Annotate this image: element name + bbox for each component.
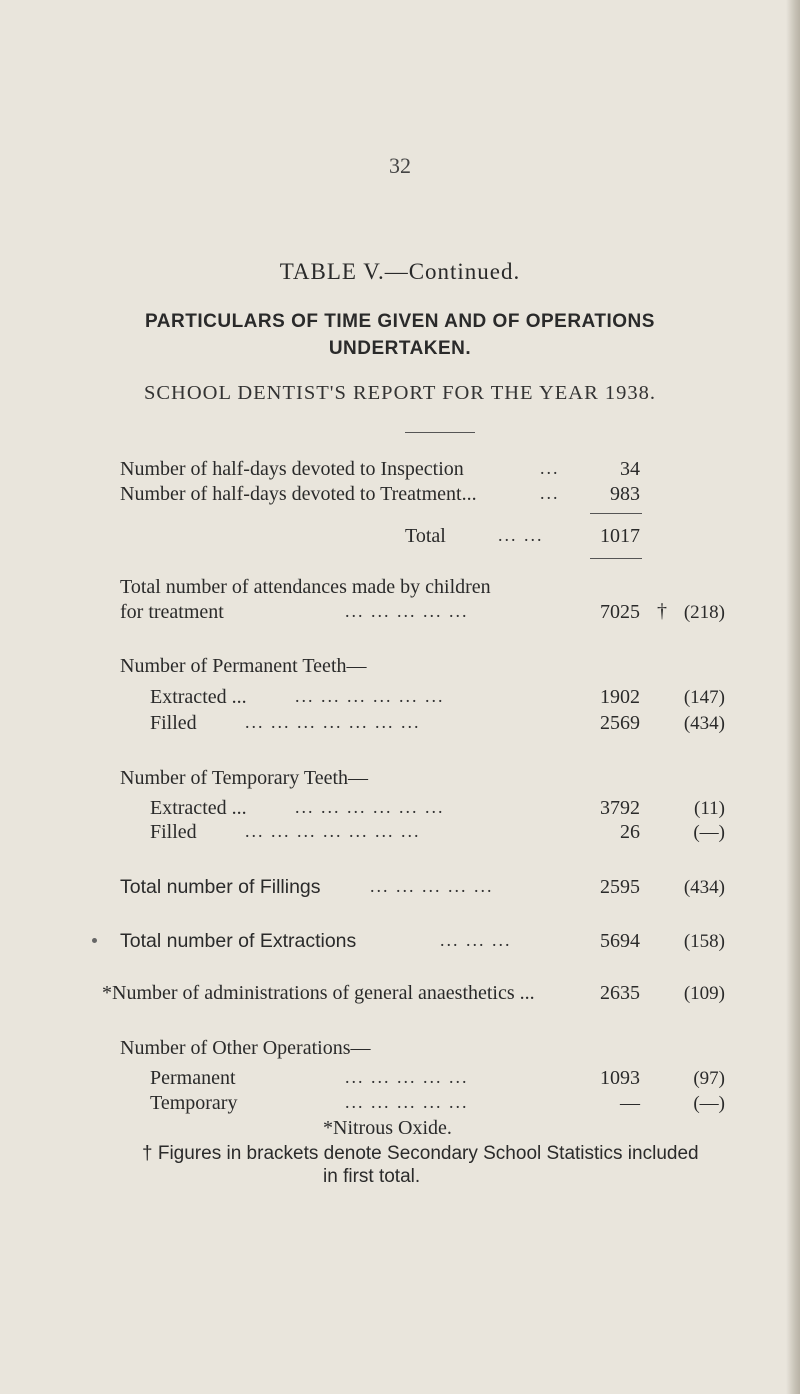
- attendances-bracket: (218): [683, 602, 725, 623]
- temporary-extracted-label: Extracted ...: [150, 797, 247, 819]
- report-heading: SCHOOL DENTIST'S REPORT FOR THE YEAR 1938.: [143, 382, 657, 404]
- leader-dots: ... ... ... ... ...: [370, 876, 494, 896]
- attendances-label-line-1: Total number of attendances made by children: [120, 576, 491, 598]
- other-temporary-label: Temporary: [150, 1092, 238, 1114]
- permanent-filled-label: Filled: [150, 712, 197, 734]
- anaesthetics-label: *Number of administrations of general anaesthetics ...: [102, 982, 535, 1004]
- temporary-extracted-value: 3792: [600, 797, 640, 819]
- permanent-extracted-bracket: (147): [683, 687, 725, 708]
- sum-rule-bottom: [590, 558, 642, 559]
- page-speck: [92, 938, 97, 943]
- temporary-filled-value: 26: [620, 821, 640, 843]
- other-permanent-value: 1093: [600, 1067, 640, 1089]
- extractions-total-bracket: (158): [683, 931, 725, 952]
- fillings-total-value: 2595: [600, 876, 640, 898]
- leader-dots: ... ...: [498, 525, 544, 545]
- temporary-extracted-bracket: (11): [694, 798, 725, 819]
- subtitle-line-2: UNDERTAKEN.: [328, 338, 472, 359]
- dagger-mark: †: [657, 600, 667, 622]
- half-days-inspection-label: Number of half-days devoted to Inspection: [120, 458, 464, 480]
- leader-dots: ... ... ... ... ... ... ...: [245, 712, 421, 732]
- subtitle-line-1: PARTICULARS OF TIME GIVEN AND OF OPERATIONS: [145, 311, 655, 332]
- temporary-filled-label: Filled: [150, 821, 197, 843]
- half-days-treatment-label: Number of half-days devoted to Treatment...: [120, 483, 477, 505]
- leader-dots: ... ... ... ... ... ... ...: [245, 821, 421, 841]
- fillings-total-label: Total number of Fillings: [120, 876, 321, 898]
- footnote-nitrous-oxide: *Nitrous Oxide.: [323, 1117, 452, 1139]
- footnote-brackets-line-1: † Figures in brackets denote Secondary School Statistics included: [142, 1143, 699, 1164]
- half-days-inspection-value: 34: [620, 458, 640, 480]
- permanent-teeth-heading: Number of Permanent Teeth—: [120, 655, 367, 677]
- anaesthetics-value: 2635: [600, 982, 640, 1004]
- permanent-filled-value: 2569: [600, 712, 640, 734]
- other-temporary-value: —: [620, 1092, 640, 1114]
- temporary-filled-bracket: (—): [693, 822, 725, 843]
- fillings-total-bracket: (434): [683, 877, 725, 898]
- other-permanent-label: Permanent: [150, 1067, 236, 1089]
- leader-dots: ... ... ...: [440, 930, 512, 950]
- attendances-label-line-2: for treatment: [120, 601, 224, 623]
- anaesthetics-bracket: (109): [683, 983, 725, 1004]
- temporary-teeth-heading: Number of Temporary Teeth—: [120, 767, 369, 789]
- attendances-value: 7025: [600, 601, 640, 623]
- leader-dots: ... ... ... ... ... ...: [295, 797, 445, 817]
- extractions-total-label: Total number of Extractions: [120, 930, 357, 952]
- other-permanent-bracket: (97): [693, 1068, 725, 1089]
- table-title: TABLE V.—Continued.: [279, 259, 521, 284]
- other-temporary-bracket: (—): [693, 1093, 725, 1114]
- leader-dots: ... ... ... ... ...: [345, 1067, 469, 1087]
- half-days-total-value: 1017: [600, 525, 640, 547]
- permanent-filled-bracket: (434): [683, 713, 725, 734]
- leader-dots: ... ... ... ... ... ...: [295, 686, 445, 706]
- footnote-brackets-line-2: in first total.: [323, 1166, 421, 1187]
- leader-dots: ...: [540, 483, 560, 503]
- divider-rule: [405, 432, 475, 433]
- leader-dots: ... ... ... ... ...: [345, 1092, 469, 1112]
- page-number: 32: [389, 153, 411, 178]
- leader-dots: ...: [540, 458, 560, 478]
- extractions-total-value: 5694: [600, 930, 640, 952]
- leader-dots: ... ... ... ... ...: [345, 601, 469, 621]
- permanent-extracted-label: Extracted ...: [150, 686, 247, 708]
- half-days-total-label: Total: [405, 525, 446, 547]
- page-edge-shadow: [786, 0, 800, 1394]
- half-days-treatment-value: 983: [610, 483, 640, 505]
- other-operations-heading: Number of Other Operations—: [120, 1037, 371, 1059]
- sum-rule-top: [590, 513, 642, 514]
- permanent-extracted-value: 1902: [600, 686, 640, 708]
